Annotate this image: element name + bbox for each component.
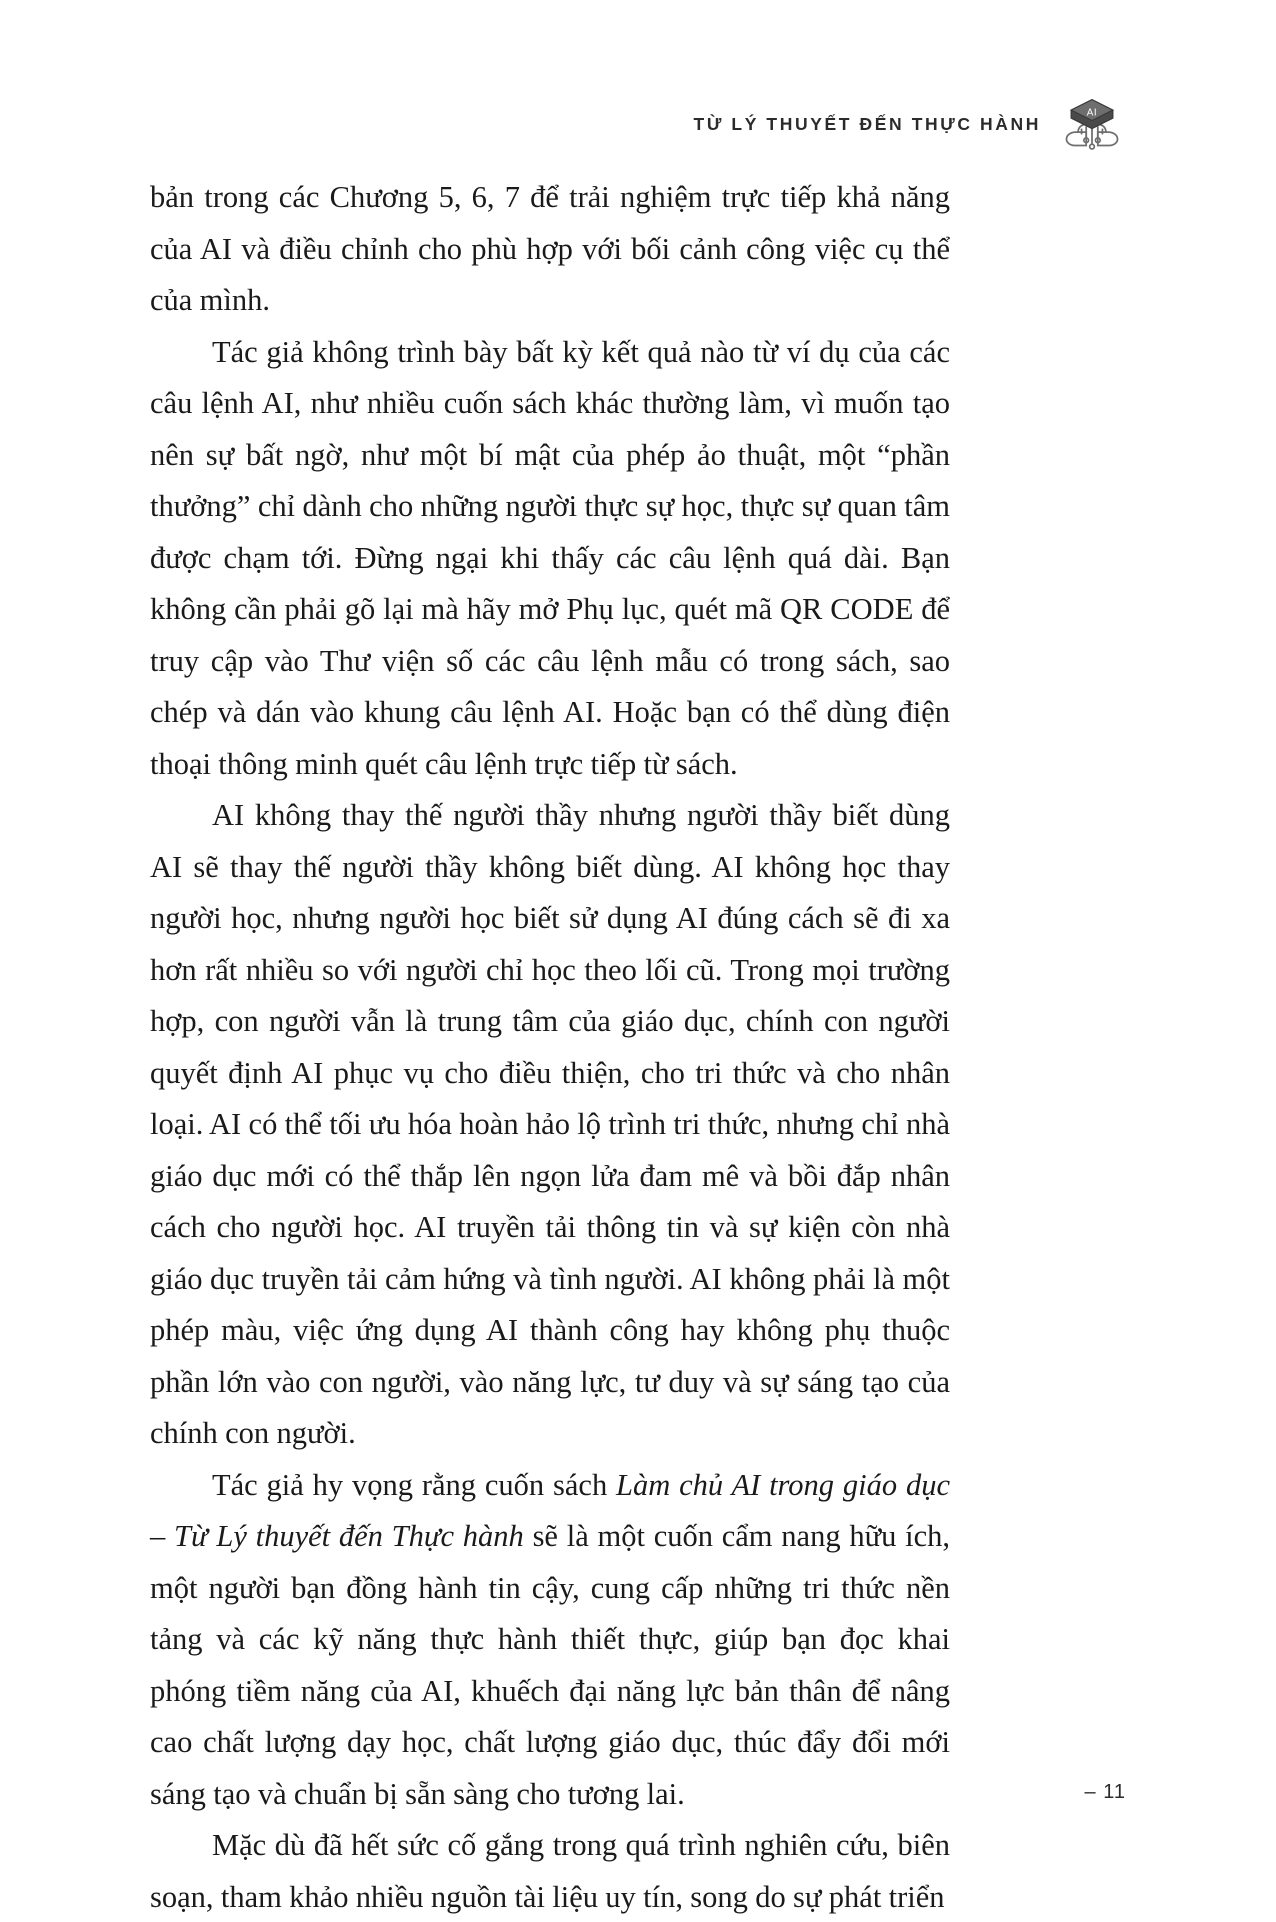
paragraph-4-suffix: sẽ là một cuốn cẩm nang hữu ích, một người bạn đồng hành tin cậy, cung cấp những tri thức nền tảng và các kỹ năng thực hành thiết thực, giúp bạn đọc khai phóng tiềm năng của AI, khuếch đại năng lực bản thân để nâng cao chất lượng dạy học, chất lượng giáo dục, thúc đẩy đổi mới sáng tạo và chuẩn bị sẵn sàng cho tương lai. — [150, 1519, 950, 1811]
ai-chip-cloud-icon — [1063, 96, 1121, 152]
paragraph-1: bản trong các Chương 5, 6, 7 để trải nghiệm trực tiếp khả năng của AI và điều chỉnh cho phù hợp với bối cảnh công việc cụ thể của mình. — [150, 180, 950, 317]
paragraph-3: AI không thay thế người thầy nhưng người thầy biết dùng AI sẽ thay thế người thầy không biết dùng. AI không học thay người học, nhưng người học biết sử dụng AI đúng cách sẽ đi xa hơn rất nhiều so với người chỉ học theo lối cũ. Trong mọi trường hợp, con người vẫn là trung tâm của giáo dục, chính con người quyết định AI phục vụ cho điều thiện, cho tri thức và cho nhân loại. AI có thể tối ưu hóa hoàn hảo lộ trình tri thức, nhưng chỉ nhà giáo dục mới có thể thắp lên ngọn lửa đam mê và bồi đắp nhân cách cho người học. AI truyền tải thông tin và sự kiện còn nhà giáo dục truyền tải cảm hứng và tình người. AI không phải là một phép màu, việc ứng dụng AI thành công hay không phụ thuộc phần lớn vào con người, vào năng lực, tư duy và sự sáng tạo của chính con người. — [150, 798, 950, 1450]
running-header-title: TỪ LÝ THUYẾT ĐẾN THỰC HÀNH — [693, 113, 1041, 134]
paragraph-2: Tác giả không trình bày bất kỳ kết quả nào từ ví dụ của các câu lệnh AI, như nhiều cuốn sách khác thường làm, vì muốn tạo nên sự bất ngờ, như một bí mật của phép ảo thuật, một “phần thưởng” chỉ dành cho những người thực sự học, thực sự quan tâm được chạm tới. Đừng ngại khi thấy các câu lệnh quá dài. Bạn không cần phải gõ lại mà hãy mở Phụ lục, quét mã QR CODE để truy cập vào Thư viện số các câu lệnh mẫu có trong sách, sao chép và dán vào khung câu lệnh AI. Hoặc bạn có thể dùng điện thoại thông minh quét câu lệnh trực tiếp từ sách. — [150, 334, 950, 781]
running-header — [155, 96, 1121, 152]
book-title: Làm chủ AI trong giáo dục – Từ Lý thuyết đến Thực hành — [150, 1467, 950, 1553]
paragraph-4 — [150, 1460, 950, 1821]
svg-text:AI: AI — [1086, 107, 1098, 119]
paragraph-5: Mặc dù đã hết sức cố gắng trong quá trình nghiên cứu, biên soạn, tham khảo nhiều nguồn tài liệu uy tín, song do sự phát triển — [150, 1828, 950, 1914]
page-number: – 11 — [1084, 1781, 1126, 1803]
paragraph-4-prefix: Tác giả hy vọng rằng cuốn sách — [212, 1467, 617, 1502]
body-text-column — [150, 172, 950, 1922]
